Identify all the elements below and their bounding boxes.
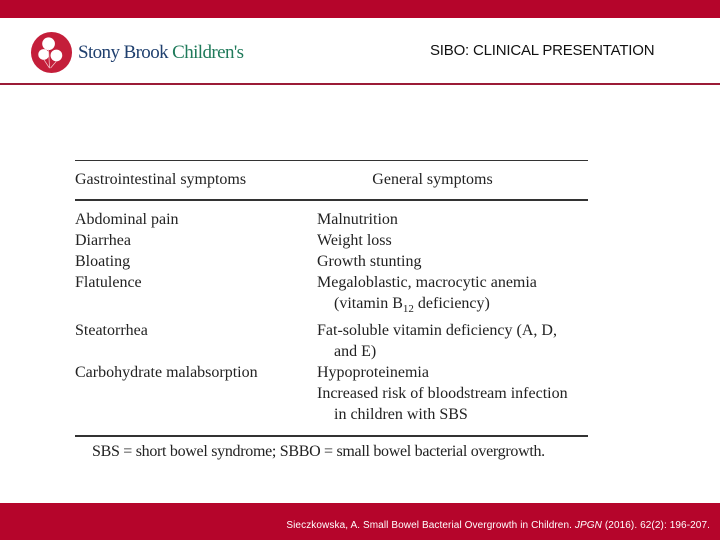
header-gi-symptoms: Gastrointestinal symptoms — [75, 171, 247, 188]
table-row: (vitamin $B_{12}$ deficiency) — [334, 295, 490, 316]
table-row: Increased risk of bloodstream infection — [317, 385, 568, 403]
table-row: Steatorrhea Fat-soluble vitamin deficiency (A, D, — [75, 322, 557, 340]
table-body — [75, 201, 588, 435]
header-divider — [0, 83, 720, 85]
table-footnote: SBS = short bowel syndrome; SBBO = small bowel bacterial overgrowth. — [92, 443, 545, 461]
footer-bar — [0, 503, 720, 540]
table-bottom-rule — [75, 435, 588, 437]
stony-brook-childrens-logo — [30, 31, 243, 74]
table-row: Diarrhea Weight loss — [75, 232, 392, 249]
table-row: Abdominal pain Malnutrition — [75, 211, 398, 228]
logo-wordmark: Stony Brook Children's — [78, 41, 244, 63]
citation: Sieczkowska, A. Small Bowel Bacterial Overgrowth in Children. JPGN (2016). 62(2): 196-207. — [286, 520, 710, 531]
symptoms-table — [75, 160, 588, 461]
top-brand-bar — [0, 0, 720, 18]
slide-title: SIBO: CLINICAL PRESENTATION — [430, 42, 655, 59]
balloons-logo-icon — [30, 31, 73, 74]
table-row: Flatulence Megaloblastic, macrocytic anemia — [75, 274, 537, 291]
table-header — [75, 161, 588, 199]
table-row: and E) — [334, 343, 377, 361]
table-row: in children with SBS — [334, 406, 468, 424]
table-row: Bloating Growth stunting — [75, 253, 422, 270]
table-row: Carbohydrate malabsorption Hypoproteinemia — [75, 364, 429, 382]
header-general-symptoms: General symptoms — [372, 171, 493, 188]
